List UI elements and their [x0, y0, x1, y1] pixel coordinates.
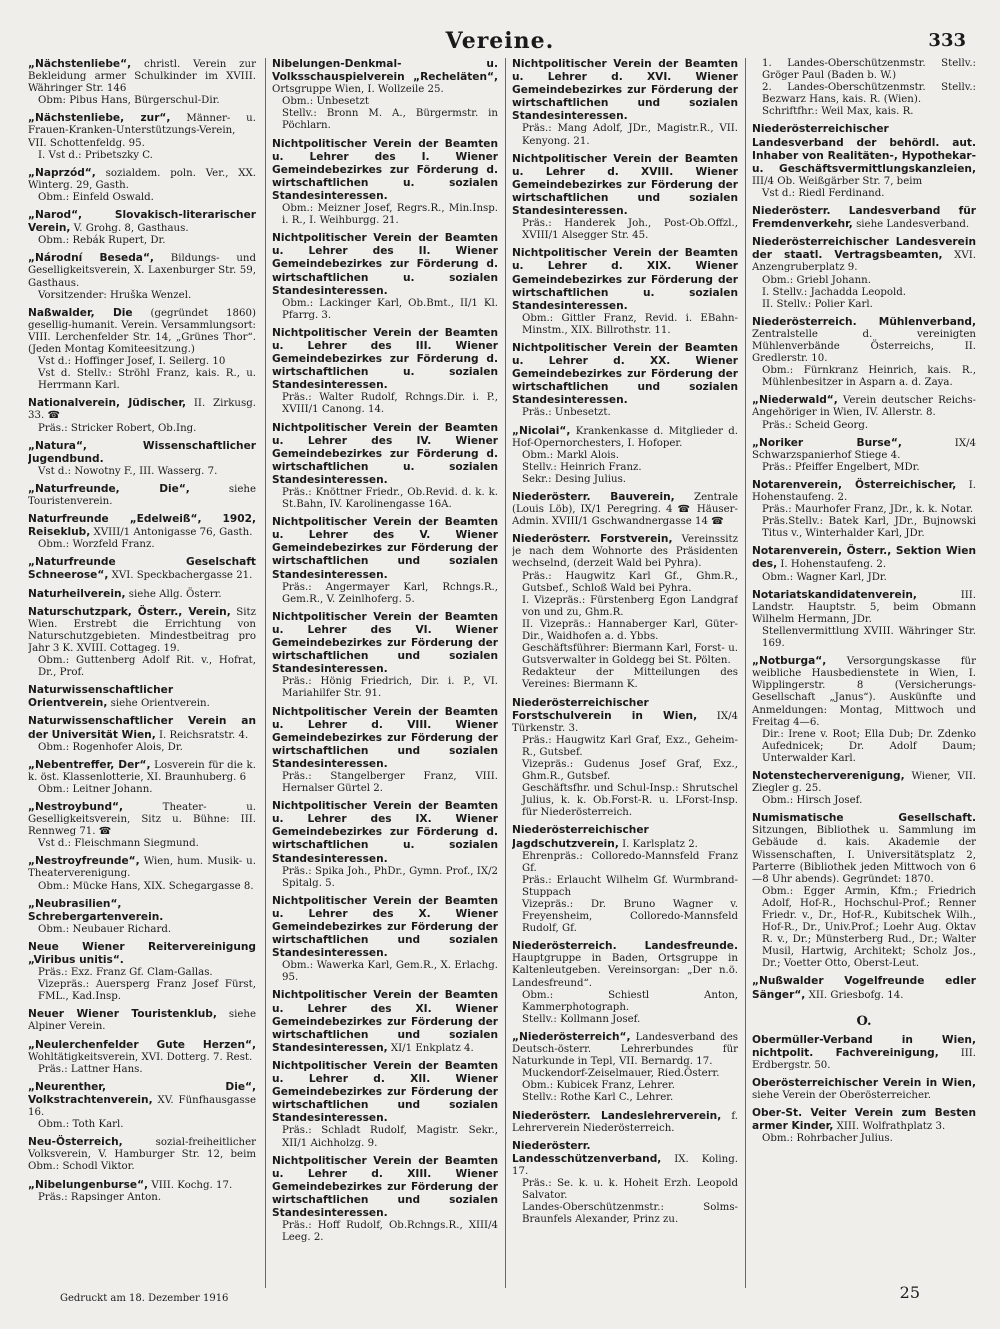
entry-name: „Nestroybund“,	[28, 800, 124, 813]
entry-name: Nichtpolitischer Verein der Beamten u. Lehrer des III. Wiener Gemeindebezirkes zur Förderung d. wirtschaftlichen u. sozialen Standesinteressen.	[272, 326, 498, 392]
entry-official: Vst d.: Hoffinger Josef, I. Seilerg. 10	[38, 356, 226, 368]
entry-name: Naturheilverein,	[28, 587, 126, 600]
entry-address: V. Grohg. 8, Gasthaus.	[73, 223, 189, 235]
entry-official: Obm.: Gittler Franz, Revid. i. EBahn-Minstm., XIX. Billrothstr. 11.	[522, 312, 738, 336]
directory-entry	[512, 58, 738, 148]
directory-entry	[512, 940, 738, 1026]
entry-address: sozial-freiheitlicher Volksverein, V. Hamburger Str. 12, beim Obm.: Schodl Viktor.	[28, 1137, 256, 1173]
entry-name: Nichtpolitischer Verein der Beamten u. Lehrer d. XX. Wiener Gemeindebezirkes zur Förderung der wirtschaftlichen und sozialen Standesinteressen.	[512, 341, 738, 407]
entry-official: Obm.: Unbesetzt	[282, 96, 369, 108]
entry-official: Obm.: Rogenhofer Alois, Dr.	[38, 741, 183, 753]
directory-entry	[512, 1110, 738, 1135]
entry-name: Niederösterr. Bauverein,	[512, 491, 675, 503]
directory-entry	[272, 232, 498, 322]
entry-address: Wiener, VII. Ziegler g. 25.	[752, 770, 976, 795]
entry-name: „Nächstenliebe“,	[28, 58, 132, 70]
entry-official: Obm.: Mücke Hans, XIX. Schegargasse 8.	[38, 880, 254, 892]
entry-official: Obm.: Kubicek Franz, Lehrer.	[522, 1080, 675, 1092]
entry-address: XI/1 Enkplatz 4.	[390, 1042, 474, 1054]
directory-entry	[272, 422, 498, 512]
directory-entry	[272, 1060, 498, 1150]
entry-name: Ober-St. Veiter Verein zum Besten armer Kinder,	[752, 1107, 976, 1133]
directory-entry	[28, 1039, 256, 1076]
directory-entry	[272, 1155, 498, 1245]
entry-address: (gegründet 1860) gesellig-humanit. Verein. Versammlungsort: VIII. Lerchenfelder Str. 14, „Grünes Thor“. (Jeden Montag Komiteesitzung.)	[28, 307, 256, 355]
entry-official: Dir.: Irene v. Root; Ella Dub; Dr. Zdenko Aufednicek; Dr. Adolf Daum; Unterwalder Karl.	[762, 728, 976, 764]
entry-name: Niederösterreich. Mühlenverband,	[752, 315, 976, 328]
directory-entry	[512, 824, 738, 935]
entry-official: Schriftfhr.: Weil Max, kais. R.	[762, 106, 914, 118]
entry-address: Krankenkasse d. Mitglieder d. Hof-Opernorchesters, I. Hofoper.	[512, 425, 738, 449]
directory-entry	[28, 1136, 256, 1173]
page-title: Vereine.	[445, 28, 555, 54]
entry-address: XVI. Speckbachergasse 21.	[111, 570, 253, 582]
column-4	[752, 58, 976, 1288]
entry-name: „Nestroyfreunde“,	[28, 855, 140, 868]
entry-official: 1. Landes-Oberschützenmstr. Stellv.: Gröger Paul (Baden b. W.)	[762, 58, 976, 82]
directory-entry	[752, 655, 976, 765]
directory-entry	[28, 167, 256, 204]
entry-official: Landes-Oberschützenmstr.: Solms-Braunfels Alexander, Prinz zu.	[522, 1202, 738, 1226]
entry-address: IX/4 Schwarzspanierhof Stiege 4.	[752, 437, 976, 461]
entry-official: Obm: Pibus Hans, Bürgerschul-Dir.	[38, 95, 220, 107]
entry-official: Obm.: Fürnkranz Heinrich, kais. R., Mühlenbesitzer in Asparn a. d. Zaya.	[762, 365, 976, 389]
entry-address: Theater- u. Geselligkeitsverein, Sitz u. Bühne: III. Rennweg 71. ☎	[28, 801, 256, 838]
entry-name: „Notburga“,	[752, 655, 827, 668]
entry-official: Präs.: Exz. Franz Gf. Clam-Gallas.	[38, 967, 213, 979]
entry-official: Vorsitzender: Hruška Wenzel.	[38, 289, 192, 301]
entry-official: Obm.: Rohrbacher Julius.	[762, 1133, 893, 1145]
entry-address: III. Landstr. Hauptstr. 5, beim Obmann Wilhelm Hermann, JDr.	[752, 589, 976, 625]
entry-address: siehe Landesverband.	[856, 219, 970, 231]
entry-official: Präs.: Pfeiffer Engelbert, MDr.	[762, 461, 920, 473]
entry-name: Naturwissenschaftlicher Orientverein,	[28, 684, 174, 710]
directory-entry	[512, 1140, 738, 1227]
directory-entry	[512, 425, 738, 486]
entry-official: Präs.: Hoff Rudolf, Ob.Rchngs.R., XIII/4 Leeg. 2.	[282, 1220, 498, 1244]
entry-official: Präs.: Handerek Joh., Post-Ob.Offzl., XVIII/1 Alsegger Str. 45.	[522, 218, 738, 242]
directory-entry	[512, 247, 738, 337]
directory-entry	[752, 812, 976, 970]
entry-address: I. Hohenstaufeng. 2.	[780, 559, 887, 571]
entry-address: I. Hohenstaufeng. 2.	[752, 479, 976, 503]
entry-name: „Národní Beseda“,	[28, 252, 154, 265]
entry-official: Vst d.: Fleischmann Siegmund.	[38, 838, 199, 850]
directory-entry	[272, 895, 498, 985]
column-1	[28, 58, 256, 1288]
directory-entry	[752, 770, 976, 807]
entry-official: I. Stellv.: Jachadda Leopold.	[762, 286, 907, 298]
entry-official: Präs.: Lattner Hans.	[38, 1063, 143, 1075]
directory-entry	[752, 1034, 976, 1072]
entry-name: Nichtpolitischer Verein der Beamten u. Lehrer d. XII. Wiener Gemeindebezirkes zur Förderung der wirtschaftlichen und sozialen Standesinteressen.	[272, 1059, 498, 1125]
entry-name: Notarenverein, Österr., Sektion Wien des,	[752, 545, 976, 571]
entry-name: „Neurenther, Die“, Volkstrachtenverein,	[28, 1080, 256, 1106]
directory-entry	[28, 397, 256, 434]
entry-official: I. Vizepräs.: Fürstenberg Egon Landgraf von und zu, Ghm.R.	[522, 594, 738, 618]
entry-name: Niederösterr. Landesverband für Fremdenverkehr,	[752, 205, 976, 231]
entry-address: Verein deutscher Reichs-Angehöriger in Wien, IV. Allerstr. 8.	[752, 395, 976, 419]
directory-entry	[28, 855, 256, 892]
entry-name: Nichtpolitischer Verein der Beamten u. Lehrer des X. Wiener Gemeindebezirkes zur Förderung der wirtschaftlichen und sozialen Standesinteressen.	[272, 894, 498, 960]
entry-official: Präs.: Stricker Robert, Ob.Ing.	[38, 422, 197, 434]
directory-entry	[28, 513, 256, 551]
directory-entry	[28, 440, 256, 478]
entry-official: Präs.: Schladt Rudolf, Magistr. Sekr., XII/1 Aichholzg. 9.	[282, 1125, 498, 1149]
entry-official: Obm.: Markl Alois.	[522, 449, 619, 461]
entry-name: „Naprzód“,	[28, 166, 96, 179]
entry-address: siehe Verein der Oberösterreicher.	[752, 1090, 931, 1102]
entry-official: Präs.: Knöttner Friedr., Ob.Revid. d. k. k. St.Bahn, IV. Karolinengasse 16A.	[282, 487, 498, 511]
entry-official: Geschäftsfhr. und Schul-Insp.: Shrutschel Julius, k. k. Ob.Forst-R. u. LForst-Insp. für Niederösterreich.	[522, 783, 738, 819]
entry-address: Männer- u. Frauen-Kranken-Unterstützungs-Verein, VII. Schottenfeldg. 95.	[28, 113, 256, 149]
entry-official: Präs.: Walter Rudolf, Rchngs.Dir. i. P., XVIII/1 Canong. 14.	[282, 392, 498, 416]
entry-address: XV. Fünfhausgasse 16.	[28, 1094, 256, 1119]
entry-address: Hauptgruppe in Baden, Ortsgruppe in Kaltenleutgeben. Vereinsorgan: „Der n.ö. Landesfreund“.	[512, 953, 738, 989]
entry-official: Obm.: Guttenberg Adolf Rit. v., Hofrat, Dr., Prof.	[38, 655, 256, 679]
directory-entry	[28, 1179, 256, 1204]
entry-address: f. Lehrerverein Niederösterreich.	[512, 1110, 738, 1134]
directory-entry	[752, 58, 976, 118]
entry-name: „Nußwalder Vogelfreunde edler Sänger“,	[752, 975, 976, 1001]
directory-entry	[28, 606, 256, 680]
directory-entry	[28, 801, 256, 850]
entry-name: „Nächstenliebe, zur“,	[28, 112, 171, 125]
entry-address: IX. Koling. 17.	[512, 1153, 738, 1177]
entry-name: Niederösterreichischer Forstschulverein in Wien,	[512, 696, 698, 722]
entry-official: Vst d. Stellv.: Ströhl Franz, kais. R., u. Herrmann Karl.	[38, 368, 256, 392]
entry-official: Präs.: Hönig Friedrich, Dir. i. P., VI. Mariahilfer Str. 91.	[282, 676, 498, 700]
entry-name: „Neulerchenfelder Gute Herzen“,	[28, 1038, 256, 1051]
entry-address: Bildungs- und Geselligkeitsverein, X. Laxenburger Str. 59, Gasthaus.	[28, 253, 256, 289]
directory-entry	[28, 58, 256, 107]
entry-official: Obm.: Worzfeld Franz.	[38, 539, 155, 551]
directory-entry	[28, 483, 256, 508]
directory-entry	[752, 545, 976, 583]
entry-name: Naturschutzpark, Österr., Verein,	[28, 605, 231, 618]
entry-official: Präs.: Maurhofer Franz, JDr., k. k. Notar.	[762, 504, 974, 516]
directory-entry	[272, 706, 498, 796]
entry-official: Vizepräs.: Auersperg Franz Josef Fürst, FML., Kad.Insp.	[38, 979, 256, 1003]
entry-address: Ortsgruppe Wien, I. Wollzeile 25.	[272, 84, 444, 96]
entry-address: XIII. Wolfrathplatz 3.	[836, 1121, 946, 1133]
entry-official: Präs.: Se. k. u. k. Hoheit Erzh. Leopold Salvator.	[522, 1177, 738, 1202]
entry-address: siehe Orientverein.	[110, 698, 210, 710]
entry-address: III. Erdbergstr. 50.	[752, 1047, 976, 1071]
entry-address: XVIII/1 Antonigasse 76, Gasth.	[93, 527, 253, 539]
entry-name: Nichtpolitischer Verein der Beamten u. Lehrer d. XVIII. Wiener Gemeindebezirkes zur Förderung der wirtschaftlichen und sozialen Standesinteressen.	[512, 152, 738, 218]
entry-name: Neue Wiener Reitervereinigung „Viribus unitis“.	[28, 940, 256, 966]
directory-entry	[512, 1031, 738, 1105]
entry-name: Niederösterreich. Landesfreunde.	[512, 940, 738, 953]
directory-entry	[28, 307, 256, 393]
entry-official: Obm.: Lackinger Karl, Ob.Bmt., II/1 Kl. Pfarrg. 3.	[282, 297, 498, 321]
page-number: 333	[928, 30, 966, 51]
entry-official: Präs.: Rapsinger Anton.	[38, 1191, 162, 1203]
entry-name: Nichtpolitischer Verein der Beamten u. Lehrer d. XIII. Wiener Gemeindebezirkes zur Förderung der wirtschaftlichen und sozialen Standesinteressen.	[272, 1154, 498, 1219]
entry-official: Obm.: Hirsch Josef.	[762, 795, 863, 807]
entry-name: Niederösterreichischer Jagdschutzverein,	[512, 824, 649, 850]
entry-name: „Narod“, Slovakisch-literarischer Verein,	[28, 209, 256, 235]
entry-name: „Naturfreunde Geselschaft Schneerose“,	[28, 556, 256, 582]
directory-entry	[752, 975, 976, 1001]
entry-official: Redakteur der Mitteilungen des Vereines: Biermann K.	[522, 667, 738, 691]
entry-official: I. Vst d.: Pribetszky C.	[38, 149, 153, 161]
entry-name: Nichtpolitischer Verein der Beamten u. Lehrer d. VIII. Wiener Gemeindebezirkes zur Förderung der wirtschaftlichen und sozialen Standesinteressen.	[272, 705, 498, 770]
entry-name: Nibelungen-Denkmal- u. Volksschauspielverein „Recheläten“,	[272, 58, 498, 84]
entry-address: Wien, hum. Musik- u. Theaterverenigung.	[28, 856, 256, 880]
entry-name: „Neubrasilien“, Schrebergartenverein.	[28, 897, 164, 923]
entry-address: IX/4 Türkenstr. 3.	[512, 710, 738, 734]
directory-entry	[752, 437, 976, 474]
column-2	[272, 58, 498, 1288]
entry-name: Niederösterr. Landeslehrerverein,	[512, 1109, 722, 1122]
directory-entry	[28, 898, 256, 936]
entry-name: Niederösterreichischer Landesverband der behördl. aut. Inhaber von Realitäten-, Hypothekar- u. Geschäftsvermittlungskanzleien,	[752, 123, 976, 175]
directory-entry	[752, 316, 976, 390]
entry-official: Sekr.: Desing Julius.	[522, 473, 627, 485]
entry-address: I. Karlsplatz 2.	[622, 838, 698, 850]
section-letter: O.	[856, 1013, 872, 1029]
column-3	[512, 58, 738, 1288]
entry-name: „Niederösterreich“,	[512, 1030, 631, 1043]
directory-entry	[752, 479, 976, 540]
entry-name: „Noriker Burse“,	[752, 436, 902, 449]
entry-official: Präs.: Spika Joh., PhDr., Gymn. Prof., IX/2 Spitalg. 5.	[282, 865, 498, 889]
entry-name: Notariatskandidatenverein,	[752, 588, 917, 601]
directory-entry	[28, 112, 256, 161]
entry-official: II. Vizepräs.: Hannaberger Karl, Güter-Dir., Waidhofen a. d. Ybbs.	[522, 618, 738, 643]
entry-official: Stellenvermittlung XVIII. Währinger Str. 169.	[762, 625, 976, 650]
entry-address: XVI. Anzengruberplatz 9.	[752, 250, 976, 274]
directory-entry	[512, 533, 738, 691]
entry-official: Obm.: Egger Armin, Kfm.; Friedrich Adolf, Hof-R., Hochschul-Prof.; Renner Friedr. v., Dr., Hof-R., Kubitschek Wilh., Hof-R., Dr., Univ.Prof.; Loehr Aug. Oktav R. v., Dr.; Münsterberg Rud., Dr.; Walter Musil, Hartwig, Architekt; Scholz Jos., Dr.; Voetter Otto, Oberst-Leut.	[762, 885, 976, 970]
entry-official: Stellv.: Kollmann Josef.	[522, 1013, 641, 1025]
entry-name: Nichtpolitischer Verein der Beamten u. Lehrer des VI. Wiener Gemeindebezirkes zur Förderung der wirtschaftlichen und sozialen Standesinteressen.	[272, 610, 498, 676]
entry-official: Präs.: Stangelberger Franz, VIII. Hernalser Gürtel 2.	[282, 770, 498, 795]
entry-official: Obm.: Einfeld Oswald.	[38, 191, 154, 203]
entry-official: Präs.: Angermayer Karl, Rchngs.R., Gem.R., V. Zeinlhoferg. 5.	[282, 581, 498, 605]
entry-name: Naßwalder, Die	[28, 306, 133, 319]
entry-address: VIII. Kochg. 17.	[151, 1179, 233, 1191]
entry-official: Vizepräs.: Gudenus Josef Graf, Exz., Ghm.R., Gutsbef.	[522, 758, 738, 783]
entry-official: Stellv.: Heinrich Franz.	[522, 461, 642, 473]
entry-name: Obermüller-Verband in Wien, nichtpolit. Fachvereinigung,	[752, 1033, 976, 1059]
entry-name: „Nebentreffer, Der“,	[28, 758, 151, 771]
directory-entry	[272, 327, 498, 417]
entry-name: „Nicolai“,	[512, 424, 571, 437]
sheet-number: 25	[899, 1283, 920, 1302]
entry-name: Nichtpolitischer Verein der Beamten u. Lehrer des IX. Wiener Gemeindebezirkes zur Förderung d. wirtschaftlichen u. sozialen Standesinteressen.	[272, 800, 498, 865]
directory-entry	[272, 989, 498, 1054]
entry-name: Niederösterreichischer Landesverein der staatl. Vertragsbeamten,	[752, 236, 976, 262]
directory-entry	[28, 759, 256, 796]
directory-entry	[28, 588, 256, 601]
entry-address: Wohltätigkeitsverein, XVI. Dotterg. 7. Rest.	[28, 1051, 253, 1063]
directory-entry	[752, 205, 976, 231]
entry-name: Naturfreunde „Edelweiß“, 1902, Reiseklub,	[28, 513, 256, 539]
entry-name: Naturwissenschaftlicher Verein an der Universität Wien,	[28, 715, 256, 741]
directory-entry	[272, 516, 498, 606]
directory-entry	[28, 252, 256, 301]
directory-entry	[28, 556, 256, 582]
entry-official: Obm.: Toth Karl.	[38, 1119, 124, 1131]
entry-address: Zentralstelle d. vereinigten Mühlenverbände Österreichs, II. Gredlerstr. 10.	[752, 328, 976, 365]
directory-entry	[752, 1107, 976, 1145]
directory-entry	[512, 491, 738, 528]
entry-address: III/4 Ob. Weißgärber Str. 7, beim	[752, 175, 923, 187]
entry-official: Obm.: Leitner Johann.	[38, 783, 153, 795]
entry-name: Nichtpolitischer Verein der Beamten u. Lehrer des I. Wiener Gemeindebezirkes zur Förderung d. wirtschaftlichen u. sozialen Standesinteressen.	[272, 137, 498, 202]
entry-official: Obm.: Meizner Josef, Regrs.R., Min.Insp. i. R., I. Weihburgg. 21.	[282, 203, 498, 227]
directory-entry	[752, 589, 976, 650]
directory-entry	[752, 123, 976, 200]
print-date: Gedruckt am 18. Dezember 1916	[60, 1293, 229, 1304]
entry-official: Obm.: Rebák Rupert, Dr.	[38, 235, 166, 247]
entry-name: Notenstecherverenigung,	[752, 769, 905, 782]
entry-address: Sitzungen, Bibliothek u. Sammlung im Gebäude d. kais. Akademie der Wissenschaften, I. Universitätsplatz 2, Parterre (Bibliothek jeden Mittwoch von 6—8 Uhr abends). Gegründet: 1870.	[752, 825, 976, 885]
entry-name: Niederösterr. Forstverein,	[512, 533, 673, 546]
directory-entry	[28, 684, 256, 710]
entry-name: „Nibelungenburse“,	[28, 1178, 149, 1191]
entry-official: Geschäftsführer: Biermann Karl, Forst- u. Gutsverwalter in Goldegg bei St. Pölten.	[522, 643, 738, 667]
entry-address: Losverein für die k. k. öst. Klassenlotterie, XI. Braunhuberg. 6	[28, 759, 256, 783]
entry-address: siehe Allg. Österr.	[128, 588, 222, 600]
directory-entry	[272, 800, 498, 890]
entry-official: Präs.Stellv.: Batek Karl, JDr., Bujnowski Titus v., Winterhalder Karl, JDr.	[762, 516, 976, 540]
entry-official: Präs.: Haugwitz Karl Gf., Ghm.R., Gutsbef., Schloß Wald bei Pyhra.	[522, 570, 738, 594]
entry-official: 2. Landes-Oberschützenmstr. Stellv.: Bezwarz Hans, kais. R. (Wien).	[762, 82, 976, 106]
entry-official: Vst d.: Nowotny F., III. Wasserg. 7.	[38, 465, 218, 477]
entry-name: „Naturfreunde, Die“,	[28, 482, 190, 495]
entry-name: „Natura“, Wissenschaftlicher Jugendbund.	[28, 439, 256, 465]
entry-official: Präs.: Mang Adolf, JDr., Magistr.R., VII. Kenyong. 21.	[522, 123, 738, 147]
entry-official: Präs.: Scheid Georg.	[762, 419, 869, 431]
directory-entry	[28, 715, 256, 753]
entry-official: Stellv.: Rothe Karl C., Lehrer.	[522, 1092, 674, 1104]
entry-name: Neu-Österreich,	[28, 1136, 123, 1149]
entry-name: Nichtpolitischer Verein der Beamten u. Lehrer des IV. Wiener Gemeindebezirkes zur Förderung d. wirtschaftlichen u. sozialen Standesinteressen.	[272, 421, 498, 486]
entry-name: Numismatische Gesellschaft.	[752, 812, 976, 825]
entry-official: Obm.: Wawerka Karl, Gem.R., X. Erlachg. 95.	[282, 960, 498, 984]
entry-official: Obm.: Neubauer Richard.	[38, 923, 172, 935]
entry-official: Präs.: Erlaucht Wilhelm Gf. Wurmbrand-Stuppach	[522, 874, 738, 898]
directory-entry	[752, 394, 976, 431]
entry-official: Präs.: Unbesetzt.	[522, 407, 611, 419]
directory-entry	[28, 941, 256, 1003]
entry-address: Vereinssitz je nach dem Wohnorte des Präsidenten wechselnd, (derzeit Wald bei Pyhra).	[512, 534, 738, 570]
entry-address: siehe Touristenverein.	[28, 483, 256, 507]
entry-address: Zentrale (Louis Löb), IX/1 Peregring. 4 ☎ Häuser-Admin. XVIII/1 Gschwandnergasse 14 ☎	[512, 492, 738, 528]
entry-address: Versorgungskasse für weibliche Hausbedienstete in Wien, I. Wipplingerstr. 8 (Versicherungs-Gesellschaft „Janus“). Auskünfte und Anmeldungen: Montag, Mittwoch und Freitag 4—6.	[752, 656, 976, 728]
entry-address: II. Zirkusg. 33. ☎	[28, 398, 256, 422]
directory-entry	[512, 153, 738, 243]
directory-entry	[752, 1077, 976, 1102]
entry-official: Muckendorf-Zeiselmauer, Ried.Österr.	[522, 1068, 720, 1080]
entry-official: Präs.: Haugwitz Karl Graf, Exz., Geheim-R., Gutsbef.	[522, 734, 738, 758]
entry-official: Obm.: Schiestl Anton, Kammerphotograph.	[522, 989, 738, 1013]
entry-name: Nichtpolitischer Verein der Beamten u. Lehrer des V. Wiener Gemeindebezirkes zur Förderung der wirtschaftlichen und sozialen Standesinteressen.	[272, 516, 498, 581]
entry-name: Notarenverein, Österreichischer,	[752, 478, 957, 491]
entry-name: Nichtpolitischer Verein der Beamten u. Lehrer des XI. Wiener Gemeindebezirkes zur Förderung der wirtschaftlichen und sozialen Standesinteressen,	[272, 989, 498, 1054]
entry-name: Nationalverein, Jüdischer,	[28, 397, 187, 410]
entry-official: Vizepräs.: Dr. Bruno Wagner v. Freyensheim, Colloredo-Mannsfeld Rudolf, Gf.	[522, 899, 738, 935]
directory-entry	[272, 611, 498, 701]
directory-entry	[28, 1081, 256, 1131]
entry-name: „Niederwald“,	[752, 394, 838, 407]
entry-name: Oberösterreichischer Verein in Wien,	[752, 1077, 976, 1090]
entry-official: Obm.: Griebl Johann.	[762, 274, 871, 286]
directory-entry	[512, 342, 738, 420]
entry-official: II. Stellv.: Polier Karl.	[762, 298, 873, 310]
entry-address: christl. Verein zur Bekleidung armer Schulkinder im XVIII. Währinger Str. 146	[28, 59, 256, 95]
directory-entry	[28, 1008, 256, 1033]
directory-entry	[28, 209, 256, 247]
entry-official: Vst d.: Riedl Ferdinand.	[762, 187, 885, 199]
entries-area	[28, 58, 976, 1288]
entry-address: siehe Alpiner Verein.	[28, 1009, 256, 1033]
entry-name: Nichtpolitischer Verein der Beamten u. Lehrer d. XVI. Wiener Gemeindebezirkes zur Förderung der wirtschaftlichen und sozialen Standesinteressen.	[512, 58, 738, 123]
directory-entry	[272, 138, 498, 228]
entry-address: Sitz Wien. Erstrebt die Errichtung von Naturschutzgebieten. Mindestbeitrag pro Jahr 3 K. XVIII. Cottageg. 19.	[28, 606, 256, 654]
entry-name: Nichtpolitischer Verein der Beamten u. Lehrer d. XIX. Wiener Gemeindebezirkes zur Förderung der wirtschaftlichen u. sozialen Standesinteressen.	[512, 247, 738, 312]
entry-name: Neuer Wiener Touristenklub,	[28, 1008, 217, 1021]
entry-address: sozialdem. poln. Ver., XX. Winterg. 29, Gasth.	[28, 167, 256, 191]
entry-name: Nichtpolitischer Verein der Beamten u. Lehrer des II. Wiener Gemeindebezirkes zur Förderung d. wirtschaftlichen u. sozialen Standesinteressen.	[272, 232, 498, 297]
entry-address: Landesverband des Deutsch-österr. Lehrerbundes für Naturkunde in Tepl, VII. Bernardg. 17.	[512, 1031, 738, 1068]
entry-official: Obm.: Wagner Karl, JDr.	[762, 571, 887, 583]
directory-entry	[272, 58, 498, 133]
directory-entry	[512, 697, 738, 820]
entry-address: XII. Griesbofg. 14.	[808, 989, 904, 1001]
directory-entry	[752, 236, 976, 311]
entry-address: I. Reichsratstr. 4.	[159, 729, 249, 741]
entry-official: Ehrenpräs.: Colloredo-Mannsfeld Franz Gf.	[522, 850, 738, 874]
entry-name: Niederösterr. Landesschützenverband,	[512, 1139, 662, 1165]
entry-official: Stellv.: Bronn M. A., Bürgermstr. in Pöchlarn.	[282, 108, 498, 132]
